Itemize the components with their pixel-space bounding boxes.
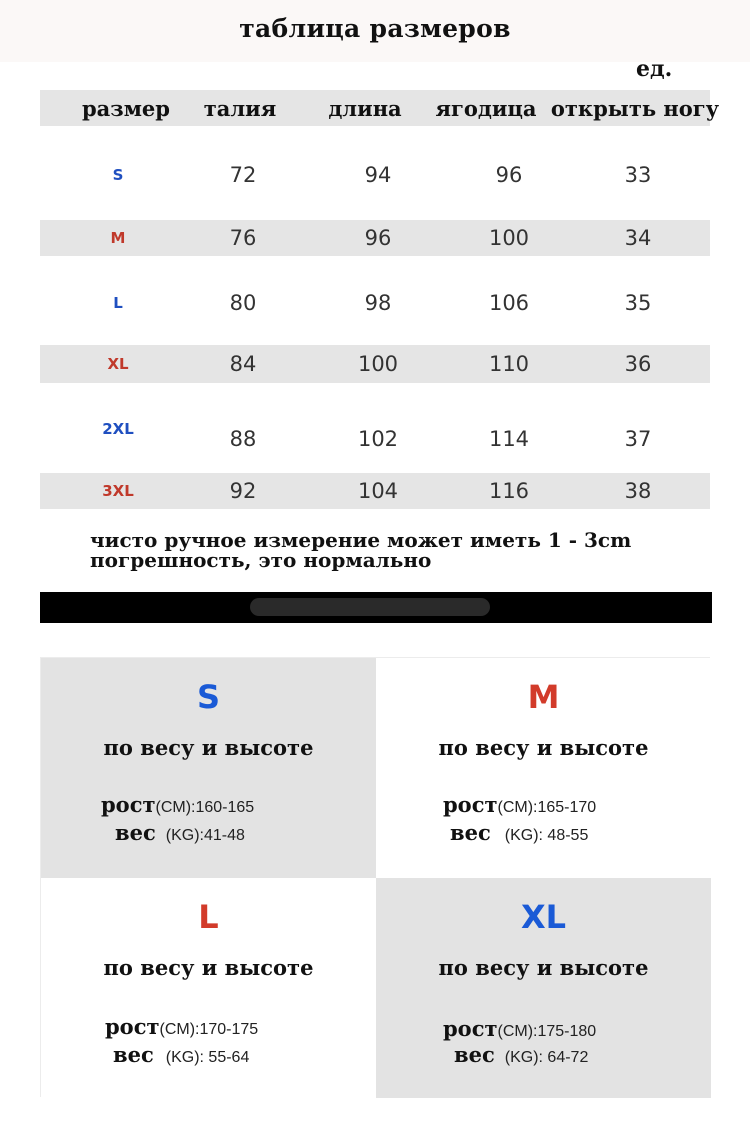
hips-value: 116 [488,479,530,503]
height-label: рост [101,792,156,817]
size-label: L [113,294,123,312]
height-value: (CM):165-170 [497,799,597,816]
size-label: M [110,229,126,247]
card-size-l [41,878,376,1098]
weight-value: (KG): 55-64 [165,1049,250,1066]
card-size-label: XL [520,898,567,936]
table-row [40,220,710,256]
band-smudge [250,598,490,616]
height-value: (CM):160-165 [155,799,255,816]
waist-value: 72 [229,163,257,187]
height-label: рост [443,792,498,817]
size-label: 3XL [102,482,134,500]
size-label: 2XL [102,420,134,438]
height-label: рост [443,1016,498,1041]
height-value: (CM):175-180 [497,1023,597,1040]
length-value: 94 [364,163,392,187]
length-value: 100 [357,352,399,376]
card-subtitle: по весу и высоте [438,955,649,980]
table-row [40,284,710,322]
card-size-label: L [198,898,219,936]
size-label: S [112,166,124,184]
hips-value: 100 [488,226,530,250]
card-weight-line [115,820,245,845]
waist-value: 76 [229,226,257,250]
length-value: 102 [357,427,399,451]
card-height-line [443,1016,596,1041]
hips-value: 106 [488,291,530,315]
card-size-xl [376,878,711,1098]
header-length: длина [328,95,402,121]
hips-value: 114 [488,427,530,451]
height-label: рост [105,1014,160,1039]
card-subtitle: по весу и высоте [103,735,314,760]
header-size: размер [82,95,170,121]
weight-label: вес [113,1042,154,1067]
height-value: (CM):170-175 [159,1021,259,1038]
table-row [40,345,710,383]
size-recommendation-grid [40,657,710,1097]
hips-value: 96 [495,163,523,187]
leg-opening-value: 35 [624,291,652,315]
divider-band [40,592,712,623]
weight-value: (KG):41-48 [165,827,245,844]
note-line-1: чисто ручное измерение может иметь 1 - 3cm [90,528,632,552]
leg-opening-value: 38 [624,479,652,503]
card-height-line [105,1014,258,1039]
card-size-s [41,658,376,878]
card-subtitle: по весу и высоте [438,735,649,760]
weight-value: (KG): 64-72 [504,1049,589,1066]
length-value: 98 [364,291,392,315]
card-height-line [443,792,596,817]
card-subtitle: по весу и высоте [103,955,314,980]
header-waist: талия [203,95,277,121]
hips-value: 110 [488,352,530,376]
card-size-label: S [196,678,221,716]
leg-opening-value: 37 [624,427,652,451]
header-leg-opening: открыть ногу [550,95,720,121]
weight-label: вес [454,1042,495,1067]
waist-value: 84 [229,352,257,376]
size-label: XL [107,355,129,373]
header-hips: ягодица [435,95,537,121]
leg-opening-value: 34 [624,226,652,250]
card-size-label: M [527,678,560,716]
page-title: таблица размеров [239,14,511,43]
card-weight-line [113,1042,249,1067]
waist-value: 88 [229,427,257,451]
measurement-note [90,530,710,570]
card-weight-line [454,1042,588,1067]
table-row [40,156,710,194]
table-header-row [40,90,720,126]
waist-value: 92 [229,479,257,503]
card-height-line [101,792,254,817]
unit-label: ед. [636,56,673,82]
note-line-2: погрешность, это нормально [90,548,432,572]
weight-value: (KG): 48-55 [504,827,589,844]
leg-opening-value: 33 [624,163,652,187]
table-row [40,408,710,462]
weight-label: вес [115,820,156,845]
leg-opening-value: 36 [624,352,652,376]
table-row [40,473,710,509]
weight-label: вес [450,820,491,845]
length-value: 104 [357,479,399,503]
card-size-m [376,658,711,878]
waist-value: 80 [229,291,257,315]
card-weight-line [450,820,588,845]
length-value: 96 [364,226,392,250]
